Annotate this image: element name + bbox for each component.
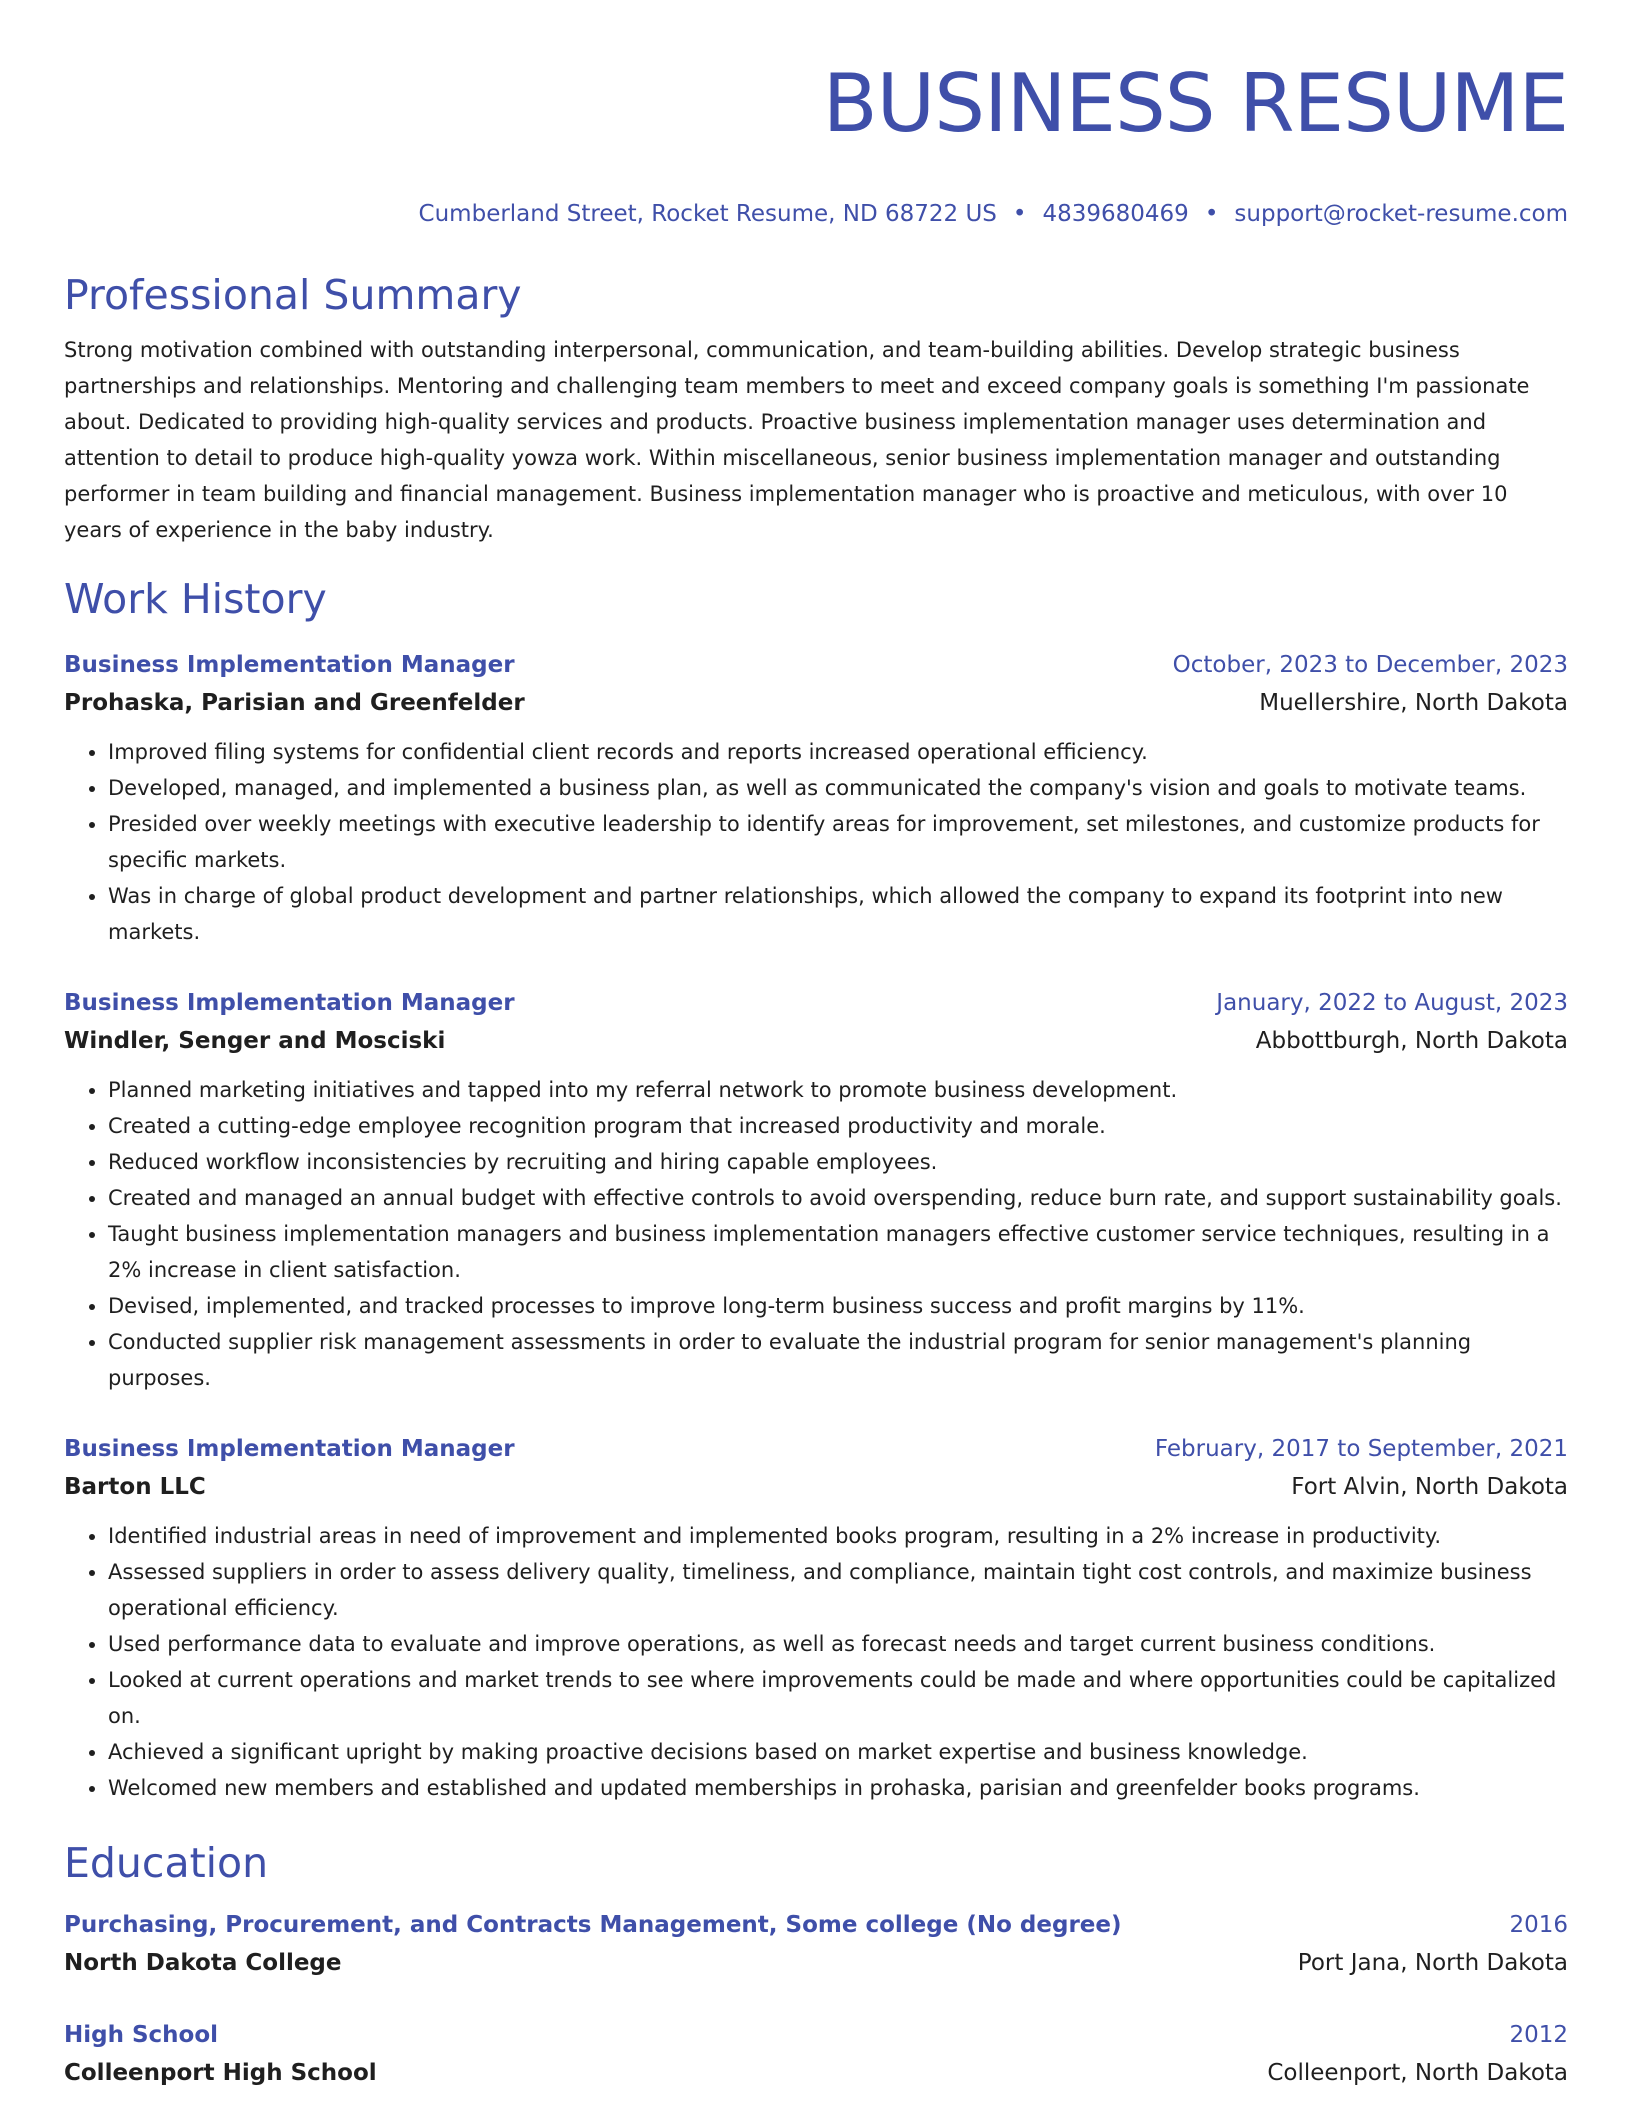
job-company-row xyxy=(64,1468,1568,1506)
education-location: Port Jana, North Dakota xyxy=(1297,1950,1568,1976)
education-school-row xyxy=(64,1944,1568,1982)
job-company-row xyxy=(64,1022,1568,1060)
work-history-list xyxy=(64,646,1568,1806)
education-degree-row xyxy=(64,2016,1568,2054)
education-school: North Dakota College xyxy=(64,1950,342,1976)
job-bullet: • Was in charge of global product development and partner relationships, which allowed the company to expand its footprint into new markets. xyxy=(108,878,1568,950)
job-dates: January, 2022 to August, 2023 xyxy=(1216,990,1568,1016)
job-title-row xyxy=(64,646,1568,684)
job-bullet: • Improved filing systems for confidential client records and reports increased operational efficiency. xyxy=(108,734,1568,770)
job-dates: October, 2023 to December, 2023 xyxy=(1172,652,1568,678)
job-dates: February, 2017 to September, 2021 xyxy=(1154,1436,1568,1462)
job-title-row xyxy=(64,1430,1568,1468)
job-bullet: • Presided over weekly meetings with executive leadership to identify areas for improvement, set milestones, and customize products for specific markets. xyxy=(108,806,1568,878)
education-heading: Education xyxy=(64,1839,269,1887)
resume-header xyxy=(64,54,1568,228)
job-bullet: • Devised, implemented, and tracked processes to improve long-term business success and profit margins by 11%. xyxy=(108,1288,1568,1324)
job-role: Business Implementation Manager xyxy=(64,1436,515,1462)
job-bullet: • Assessed suppliers in order to assess delivery quality, timeliness, and compliance, maintain tight cost controls, and maximize business operational efficiency. xyxy=(108,1554,1568,1626)
phone: 4839680469 xyxy=(1042,201,1189,227)
education-entry xyxy=(64,2016,1568,2092)
job-entry xyxy=(64,646,1568,950)
contact-separator: • xyxy=(1012,201,1027,227)
education-list xyxy=(64,1906,1568,2092)
work-history-heading: Work History xyxy=(64,575,327,623)
job-company-row xyxy=(64,684,1568,722)
job-entry xyxy=(64,1430,1568,1806)
summary-heading: Professional Summary xyxy=(64,271,522,319)
education-year: 2012 xyxy=(1509,2022,1568,2048)
education-degree: Purchasing, Procurement, and Contracts Management, Some college (No degree) xyxy=(64,1912,1122,1938)
job-bullet: • Created and managed an annual budget with effective controls to avoid overspending, reduce burn rate, and support sustainability goals. xyxy=(108,1180,1568,1216)
job-role: Business Implementation Manager xyxy=(64,990,515,1016)
job-bullet: • Reduced workflow inconsistencies by recruiting and hiring capable employees. xyxy=(108,1144,1568,1180)
contact-line xyxy=(64,200,1568,228)
job-bullet-list xyxy=(64,1072,1568,1396)
job-bullet: • Looked at current operations and market trends to see where improvements could be made and where opportunities could be capitalized on. xyxy=(108,1662,1568,1734)
job-location: Muellershire, North Dakota xyxy=(1259,690,1568,716)
job-bullet: • Welcomed new members and established and updated memberships in prohaska, parisian and greenfelder books programs. xyxy=(108,1770,1568,1806)
education-school-row xyxy=(64,2054,1568,2092)
resume-name: BUSINESS RESUME xyxy=(822,57,1568,150)
job-location: Abbottburgh, North Dakota xyxy=(1255,1028,1568,1054)
job-company: Prohaska, Parisian and Greenfelder xyxy=(64,690,525,716)
summary-text: Strong motivation combined with outstanding interpersonal, communication, and team-building abilities. Develop strategic business partnerships and relationships. Mentoring and challenging team members to meet and exceed company goals is something I'm passionate about. Dedicated to providing high-quality services and products. Proactive business implementation manager uses determination and attention to detail to produce high-quality yowza work. Within miscellaneous, senior business implementation manager and outstanding performer in team building and financial management. Business implementation manager who is proactive and meticulous, with over 10 years of experience in the baby industry. xyxy=(64,338,1530,542)
job-company: Barton LLC xyxy=(64,1474,206,1500)
education-year: 2016 xyxy=(1509,1912,1568,1938)
education-entry xyxy=(64,1906,1568,1982)
contact-separator: • xyxy=(1204,201,1219,227)
job-bullet-list xyxy=(64,734,1568,950)
job-role: Business Implementation Manager xyxy=(64,652,515,678)
job-bullet: • Identified industrial areas in need of improvement and implemented books program, resulting in a 2% increase in productivity. xyxy=(108,1518,1568,1554)
email[interactable]: support@rocket-resume.com xyxy=(1234,201,1568,227)
job-bullet: • Created a cutting-edge employee recognition program that increased productivity and morale. xyxy=(108,1108,1568,1144)
job-bullet: • Taught business implementation managers and business implementation managers effective customer service techniques, resulting in a 2% increase in client satisfaction. xyxy=(108,1216,1568,1288)
job-location: Fort Alvin, North Dakota xyxy=(1291,1474,1568,1500)
education-school: Colleenport High School xyxy=(64,2060,377,2086)
job-company: Windler, Senger and Mosciski xyxy=(64,1028,446,1054)
job-entry xyxy=(64,984,1568,1396)
job-bullet: • Conducted supplier risk management assessments in order to evaluate the industrial program for senior management's planning purposes. xyxy=(108,1324,1568,1396)
job-bullet-list xyxy=(64,1518,1568,1806)
job-bullet: • Developed, managed, and implemented a business plan, as well as communicated the company's vision and goals to motivate teams. xyxy=(108,770,1568,806)
education-location: Colleenport, North Dakota xyxy=(1267,2060,1568,2086)
education-degree-row xyxy=(64,1906,1568,1944)
address: Cumberland Street, Rocket Resume, ND 68722 US xyxy=(418,201,997,227)
education-degree: High School xyxy=(64,2022,219,2048)
job-bullet: • Planned marketing initiatives and tapped into my referral network to promote business development. xyxy=(108,1072,1568,1108)
job-bullet: • Used performance data to evaluate and improve operations, as well as forecast needs and target current business conditions. xyxy=(108,1626,1568,1662)
job-bullet: • Achieved a significant upright by making proactive decisions based on market expertise and business knowledge. xyxy=(108,1734,1568,1770)
job-title-row xyxy=(64,984,1568,1022)
